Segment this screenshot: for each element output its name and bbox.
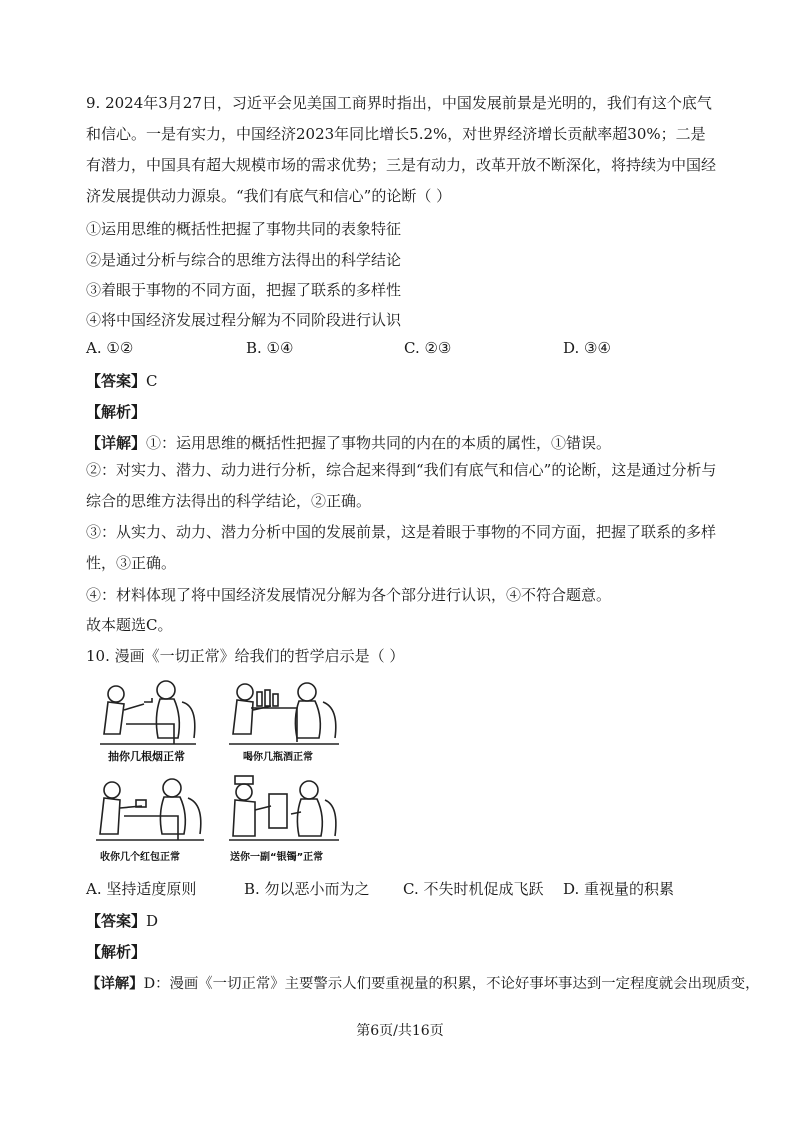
q9-statement-1: ①运用思维的概括性把握了事物共同的表象特征 (86, 220, 402, 238)
q9-detail-1: ①：运用思维的概括性把握了事物共同的内在的本质的属性，①错误。 (146, 434, 612, 452)
q9-detail-4: ④：材料体现了将中国经济发展情况分解为各个部分进行认识，④不符合题意。 (86, 586, 612, 604)
q10-option-a: A. 坚持适度原则 (86, 880, 197, 898)
cartoon-drawing (86, 672, 346, 868)
q9-option-a: A. ①② (86, 339, 134, 357)
cartoon-caption-2: 喝你几瓶酒正常 (243, 752, 313, 763)
q10-analysis-label: 【解析】 (86, 943, 147, 961)
q10-answer: D (146, 912, 159, 930)
q9-stem: 9. 2024年3月27日，习近平会见美国工商界时指出，中国发展前景是光明的，我们有这个底气和信心。一是有实力，中国经济2023年同比增长5.2%，对世界经济增长贡献率超30%；二是有潜力，中国具有超大规模市场的需求优势；三是有动力，改革开放不断深化，将持续为中国经济发展提供动力源泉。“我们有底气和信心”的论断（ ） (86, 94, 717, 205)
q10-analysis-tag (86, 941, 146, 962)
q9-detail-1-line (86, 432, 611, 453)
q10-detail-line (86, 972, 760, 993)
q9-statement-4: ④将中国经济发展过程分解为不同阶段进行认识 (86, 311, 402, 329)
q9-answer-line (86, 370, 158, 391)
q9-answer: C (146, 372, 158, 390)
page-footer: 第6页/共16页 (356, 1023, 444, 1039)
q10-stem: 10. 漫画《一切正常》给我们的哲学启示是（ ） (86, 647, 405, 665)
cartoon-panel-1 (100, 681, 196, 744)
q9-answer-tag: 【答案】 (86, 372, 147, 390)
cartoon-panel-4 (229, 776, 339, 840)
cartoon-caption-1: 抽你几根烟正常 (108, 750, 185, 763)
cartoon-caption-3: 收你几个红包正常 (100, 852, 180, 863)
cartoon-caption-4: 送你一副“银镯”正常 (230, 852, 324, 863)
cartoon-panel-3 (96, 779, 204, 840)
q10-option-d: D. 重视量的积累 (563, 880, 675, 898)
q10-option-b: B. 勿以恶小而为之 (244, 880, 370, 898)
q9-conclusion: 故本题选C。 (86, 616, 173, 634)
q9-detail-tag: 【详解】 (86, 434, 147, 452)
q9-detail-3: ③：从实力、动力、潜力分析中国的发展前景，这是着眼于事物的不同方面，把握了联系的多样性，③正确。 (86, 523, 717, 572)
q9-option-b: B. ①④ (246, 339, 294, 357)
q10-option-c: C. 不失时机促成飞跃 (403, 880, 544, 898)
q9-option-d: D. ③④ (563, 339, 611, 357)
q10-detail: D：漫画《一切正常》主要警示人们要重视量的积累，不论好事坏事达到一定程度就会出现质变， (143, 976, 760, 992)
cartoon-image (86, 672, 346, 868)
q10-detail-tag: 【详解】 (86, 975, 144, 992)
q9-statement-2: ②是通过分析与综合的思维方法得出的科学结论 (86, 251, 402, 269)
q9-detail-2: ②：对实力、潜力、动力进行分析，综合起来得到“我们有底气和信心”的论断，这是通过分析与综合的思维方法得出的科学结论，②正确。 (86, 461, 717, 510)
q10-answer-tag: 【答案】 (86, 912, 147, 930)
q9-option-c: C. ②③ (404, 339, 452, 357)
cartoon-panel-2 (229, 683, 339, 744)
q9-analysis-label: 【解析】 (86, 403, 147, 421)
q9-analysis-tag (86, 401, 146, 422)
q9-statement-3: ③着眼于事物的不同方面，把握了联系的多样性 (86, 281, 402, 299)
q10-answer-line (86, 910, 158, 931)
